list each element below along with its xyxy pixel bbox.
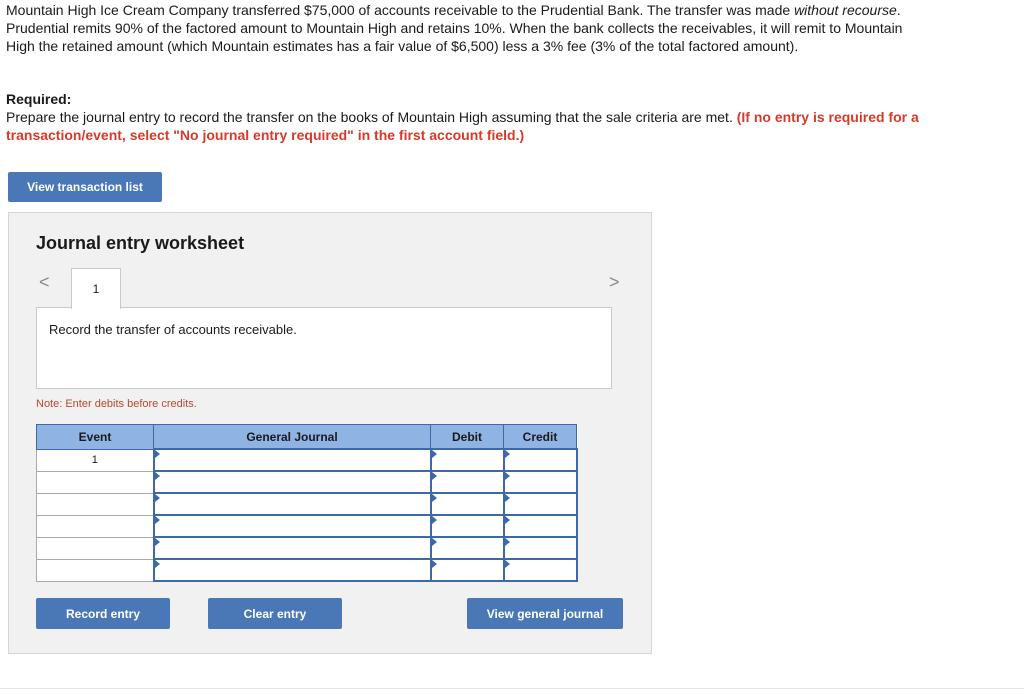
dropdown-marker-icon	[505, 494, 510, 502]
event-cell	[37, 559, 154, 581]
event-cell: 1	[37, 449, 154, 471]
debit-column-header: Debit	[431, 425, 504, 450]
journal-header-row	[37, 425, 577, 450]
dropdown-marker-icon	[432, 494, 437, 502]
table-row	[37, 515, 577, 537]
credit-input[interactable]	[504, 537, 577, 559]
credit-input[interactable]	[504, 493, 577, 515]
view-transaction-list-button[interactable]: View transaction list	[8, 172, 162, 202]
required-heading: Required:	[6, 91, 72, 107]
entry-description: Record the transfer of accounts receivable.	[36, 307, 612, 389]
problem-statement	[6, 1, 926, 55]
debit-input[interactable]	[431, 559, 504, 581]
journal-table	[36, 424, 578, 582]
debits-credits-note: Note: Enter debits before credits.	[36, 398, 197, 410]
view-general-journal-button[interactable]: View general journal	[467, 598, 623, 629]
credit-column-header: Credit	[504, 425, 577, 450]
dropdown-marker-icon	[155, 450, 160, 458]
dropdown-marker-icon	[432, 538, 437, 546]
dropdown-marker-icon	[505, 560, 510, 568]
account-input[interactable]	[154, 449, 431, 471]
account-input[interactable]	[154, 559, 431, 581]
required-text: Prepare the journal entry to record the transfer on the books of Mountain High assuming that the sale criteria are met.	[6, 109, 737, 125]
debit-input[interactable]	[431, 493, 504, 515]
event-cell	[37, 493, 154, 515]
debit-input[interactable]	[431, 537, 504, 559]
dropdown-marker-icon	[155, 560, 160, 568]
debit-input[interactable]	[431, 449, 504, 471]
record-entry-button[interactable]: Record entry	[36, 598, 170, 629]
dropdown-marker-icon	[505, 516, 510, 524]
table-row	[37, 449, 577, 471]
credit-input[interactable]	[504, 559, 577, 581]
account-input[interactable]	[154, 493, 431, 515]
dropdown-marker-icon	[432, 560, 437, 568]
credit-input[interactable]	[504, 515, 577, 537]
dropdown-marker-icon	[155, 472, 160, 480]
debit-input[interactable]	[431, 515, 504, 537]
event-cell	[37, 537, 154, 559]
dropdown-marker-icon	[432, 472, 437, 480]
dropdown-marker-icon	[155, 516, 160, 524]
account-input[interactable]	[154, 471, 431, 493]
debit-input[interactable]	[431, 471, 504, 493]
problem-text-part2: . Prudential remits 90% of the factored amount to Mountain High and retains 10%. When the bank collects the receivables, it will remit to Mountain High the retained amount (which Mountain estimates has a fair value of $6,500) less a 3% fee (3% of the total factored amount).	[6, 2, 903, 54]
table-row	[37, 471, 577, 493]
bottom-divider	[0, 688, 1024, 689]
event-cell	[37, 471, 154, 493]
dropdown-marker-icon	[505, 538, 510, 546]
dropdown-marker-icon	[155, 494, 160, 502]
dropdown-marker-icon	[505, 472, 510, 480]
table-row	[37, 493, 577, 515]
account-input[interactable]	[154, 537, 431, 559]
table-row	[37, 559, 577, 581]
clear-entry-button[interactable]: Clear entry	[208, 598, 342, 629]
worksheet-title: Journal entry worksheet	[36, 233, 245, 253]
tab-entry-1[interactable]: 1	[71, 268, 121, 309]
dropdown-marker-icon	[505, 450, 510, 458]
account-input[interactable]	[154, 515, 431, 537]
problem-text-italic: without recourse	[794, 2, 897, 18]
event-column-header: Event	[37, 425, 154, 450]
problem-text-part1: Mountain High Ice Cream Company transferred $75,000 of accounts receivable to the Prudential Bank. The transfer was made	[6, 2, 795, 18]
credit-input[interactable]	[504, 449, 577, 471]
journal-entry-worksheet-panel	[8, 212, 652, 654]
required-instructions	[6, 108, 926, 144]
dropdown-marker-icon	[432, 516, 437, 524]
required-section	[6, 90, 926, 144]
chevron-left-icon[interactable]: <	[39, 272, 50, 292]
dropdown-marker-icon	[155, 538, 160, 546]
event-cell	[37, 515, 154, 537]
general-journal-column-header: General Journal	[154, 425, 431, 450]
dropdown-marker-icon	[432, 450, 437, 458]
table-row	[37, 537, 577, 559]
required-note: (If no entry is required for a transaction/event, select "No journal entry required" in the first account field.)	[6, 109, 919, 143]
chevron-right-icon[interactable]: >	[609, 272, 620, 292]
credit-input[interactable]	[504, 471, 577, 493]
